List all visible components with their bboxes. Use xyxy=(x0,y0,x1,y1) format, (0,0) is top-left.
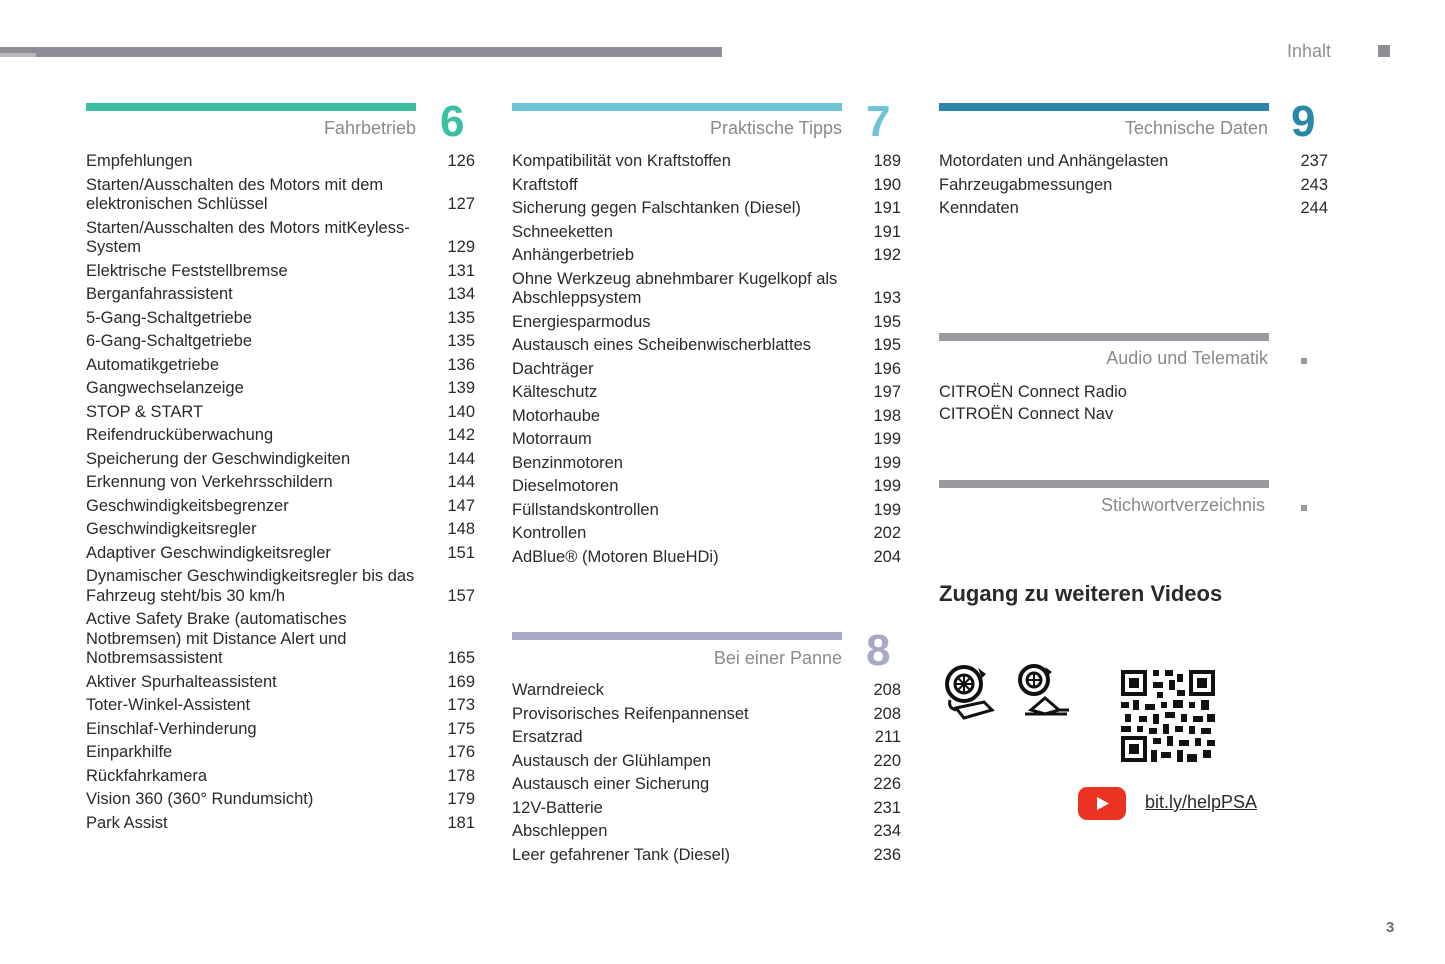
toc-item[interactable] xyxy=(512,524,901,544)
toc-item-title: Warndreieck xyxy=(512,681,604,699)
toc-item-page: 129 xyxy=(447,238,475,256)
toc-item[interactable] xyxy=(86,356,475,376)
toc-item-page: 197 xyxy=(873,383,901,401)
toc-item-page: 191 xyxy=(873,222,901,241)
toc-item[interactable] xyxy=(512,799,901,819)
tire-repair-kit-icon[interactable] xyxy=(944,664,996,727)
toc-item-title: Rückfahrkamera xyxy=(86,766,208,785)
section-square-icon xyxy=(1301,358,1307,364)
toc-item-page: 195 xyxy=(873,336,901,354)
toc-item-title: Einschlaf-Verhinderung xyxy=(86,719,257,738)
toc-item-title: Austausch einer Sicherung xyxy=(512,775,710,793)
section-bar xyxy=(939,480,1269,488)
toc-item-page: 211 xyxy=(874,728,901,746)
youtube-button[interactable] xyxy=(1078,787,1126,820)
toc-item-page: 169 xyxy=(447,672,475,691)
toc-item[interactable] xyxy=(512,336,901,356)
toc-item-title: Vision 360 (360° Rundumsicht) xyxy=(86,790,314,808)
toc-item-title: Gangwechselanzeige xyxy=(86,379,244,397)
toc-item-title: Schneeketten xyxy=(512,222,613,241)
toc-item[interactable] xyxy=(86,767,475,787)
toc-list-fahrbetrieb xyxy=(86,152,475,837)
toc-item-title: Park Assist xyxy=(86,813,168,832)
toc-item-page: 198 xyxy=(873,406,901,425)
section-title[interactable]: Stichwortverzeichnis xyxy=(1100,495,1265,515)
toc-item-page: 208 xyxy=(873,681,901,699)
toc-item[interactable] xyxy=(86,790,475,810)
toc-item[interactable] xyxy=(512,152,901,172)
toc-item-title: Austausch eines Scheibenwischerblattes xyxy=(512,336,812,354)
toc-list-bei-einer-panne xyxy=(512,681,901,869)
toc-item[interactable] xyxy=(512,728,901,748)
toc-item-title: AdBlue® (Motoren BlueHDi) xyxy=(512,547,719,566)
section-bar xyxy=(512,103,842,111)
section-title[interactable]: Praktische Tipps xyxy=(709,118,842,138)
toc-item-page: 196 xyxy=(873,359,901,378)
toc-item-page: 144 xyxy=(447,473,475,491)
toc-item[interactable] xyxy=(86,332,475,352)
header-label[interactable]: Inhalt xyxy=(1287,41,1332,61)
toc-item-title: Motorraum xyxy=(512,430,592,448)
toc-item-title: Benzinmotoren xyxy=(512,453,623,472)
toc-item-title: Aktiver Spurhalteassistent xyxy=(86,672,277,691)
toc-item[interactable] xyxy=(512,681,901,701)
toc-item-page: 199 xyxy=(873,500,901,519)
toc-item-title: Kälteschutz xyxy=(512,383,598,401)
header-bar xyxy=(0,47,722,57)
toc-item[interactable] xyxy=(86,262,475,282)
toc-item-page: 181 xyxy=(447,813,475,832)
toc-item[interactable] xyxy=(86,567,475,606)
toc-item-title: Motordaten und Anhängelasten xyxy=(939,152,1169,170)
toc-item[interactable] xyxy=(512,477,901,497)
toc-item-page: 178 xyxy=(447,766,475,785)
toc-item-title: Leer gefahrener Tank (Diesel) xyxy=(512,845,730,864)
youtube-play-icon xyxy=(1078,787,1126,820)
toc-item[interactable] xyxy=(86,219,475,258)
toc-item[interactable] xyxy=(512,775,901,795)
toc-item-page: 199 xyxy=(873,453,901,472)
toc-item[interactable] xyxy=(86,743,475,763)
section-number: 8 xyxy=(866,626,891,675)
toc-list-technische-daten xyxy=(939,152,1328,223)
section-bar xyxy=(512,632,842,640)
audio-list xyxy=(939,381,1127,425)
toc-item-page: 126 xyxy=(447,152,475,170)
toc-item[interactable] xyxy=(512,246,901,266)
page-number: 3 xyxy=(1386,919,1395,936)
section-bar xyxy=(939,103,1269,111)
toc-list-praktische-tipps xyxy=(512,152,901,571)
toc-item[interactable] xyxy=(939,152,1328,172)
toc-item-page: 147 xyxy=(447,496,475,515)
toc-item-title: Anhängerbetrieb xyxy=(512,246,635,264)
wheel-jack-icon[interactable] xyxy=(1017,664,1073,725)
toc-item-title: Kenndaten xyxy=(939,199,1019,217)
section-number: 7 xyxy=(866,97,891,146)
toc-item[interactable] xyxy=(86,814,475,834)
toc-item-page: 190 xyxy=(873,175,901,194)
toc-item[interactable] xyxy=(512,752,901,772)
videos-title: Zugang zu weiteren Videos xyxy=(939,581,1223,606)
toc-item[interactable] xyxy=(86,285,475,305)
toc-item[interactable] xyxy=(512,705,901,725)
toc-item-title: Empfehlungen xyxy=(86,152,193,170)
toc-item-page: 189 xyxy=(873,152,901,170)
toc-item-title: 12V-Batterie xyxy=(512,798,603,817)
toc-item-title: Kontrollen xyxy=(512,524,587,542)
toc-item-title: Berganfahrassistent xyxy=(86,285,233,303)
section-square-icon xyxy=(1301,505,1307,511)
toc-item-title: Dynamischer Geschwindigkeitsregler bis das Fahrzeug steht/bis 30 km/h xyxy=(86,567,415,605)
toc-item[interactable] xyxy=(86,544,475,564)
toc-item[interactable] xyxy=(512,223,901,243)
section-bar xyxy=(939,333,1269,341)
section-number: 6 xyxy=(440,97,465,146)
toc-item[interactable] xyxy=(512,199,901,219)
toc-item[interactable] xyxy=(86,610,475,669)
toc-item-title: Kraftstoff xyxy=(512,175,578,194)
toc-item-title: Starten/Ausschalten des Motors mit dem elektronischen Schlüssel xyxy=(86,175,384,213)
toc-item-title: Automatikgetriebe xyxy=(86,355,219,374)
toc-item-title: Ohne Werkzeug abnehmbarer Kugelkopf als Abschleppsystem xyxy=(512,269,838,307)
toc-item-page: 244 xyxy=(1300,199,1328,217)
toc-item-title: Kompatibilität von Kraftstoffen xyxy=(512,152,731,170)
toc-item-page: 140 xyxy=(447,402,475,421)
toc-item-page: 199 xyxy=(873,430,901,448)
toc-item-page: 136 xyxy=(447,355,475,374)
qr-code-icon[interactable] xyxy=(1121,670,1215,767)
toc-item-title: Fahrzeugabmessungen xyxy=(939,175,1113,194)
toc-item[interactable] xyxy=(512,360,901,380)
toc-item[interactable] xyxy=(939,176,1328,196)
toc-item-page: 176 xyxy=(447,743,475,761)
toc-item[interactable] xyxy=(512,822,901,842)
toc-item-title: Abschleppen xyxy=(512,822,608,840)
toc-item-title: Erkennung von Verkehrsschildern xyxy=(86,473,333,491)
toc-item-title: Toter-Winkel-Assistent xyxy=(86,696,251,714)
toc-item-title: 6-Gang-Schaltgetriebe xyxy=(86,332,253,350)
toc-item-title: Sicherung gegen Falschtanken (Diesel) xyxy=(512,199,801,217)
toc-item-title: Speicherung der Geschwindigkeiten xyxy=(86,449,351,468)
toc-item-page: 148 xyxy=(447,520,475,538)
toc-item[interactable] xyxy=(86,673,475,693)
toc-item-page: 234 xyxy=(873,822,901,840)
toc-item-title: Adaptiver Geschwindigkeitsregler xyxy=(86,543,331,562)
toc-item[interactable] xyxy=(512,548,901,568)
toc-item-title: Füllstandskontrollen xyxy=(512,500,659,519)
toc-item-title: Dachträger xyxy=(512,359,594,378)
toc-item-title: Active Safety Brake (automatisches Notbremsen) mit Distance Alert und Notbremsassistent xyxy=(86,610,347,667)
toc-item[interactable] xyxy=(86,696,475,716)
toc-item-title: Einparkhilfe xyxy=(86,743,173,761)
toc-item[interactable] xyxy=(86,473,475,493)
section-title[interactable]: Audio und Telematik xyxy=(1106,348,1268,368)
toc-item-page: 236 xyxy=(873,845,901,864)
toc-item[interactable] xyxy=(512,313,901,333)
toc-item-title: Geschwindigkeitsbegrenzer xyxy=(86,496,289,515)
toc-item[interactable] xyxy=(86,152,475,172)
toc-item[interactable] xyxy=(86,309,475,329)
list-item[interactable]: CITROËN Connect Radio xyxy=(939,383,1127,401)
header-square-icon xyxy=(1378,45,1390,57)
toc-item-title: Reifendrucküberwachung xyxy=(86,426,274,444)
toc-item-title: Geschwindigkeitsregler xyxy=(86,520,257,538)
toc-item-page: 135 xyxy=(447,332,475,350)
section-title[interactable]: Technische Daten xyxy=(1124,118,1268,138)
toc-item-page: 193 xyxy=(873,289,901,307)
section-title[interactable]: Fahrbetrieb xyxy=(323,118,416,138)
toc-item-page: 142 xyxy=(447,426,475,444)
toc-item[interactable] xyxy=(86,720,475,740)
toc-item-page: 144 xyxy=(447,449,475,468)
toc-item[interactable] xyxy=(86,520,475,540)
toc-item[interactable] xyxy=(512,383,901,403)
toc-item-page: 202 xyxy=(873,524,901,542)
section-number: 9 xyxy=(1291,97,1316,146)
toc-item-title: Motorhaube xyxy=(512,406,601,425)
toc-item-page: 131 xyxy=(447,261,475,280)
toc-item[interactable] xyxy=(512,407,901,427)
toc-item-title: Starten/Ausschalten des Motors mitKeyless-System xyxy=(86,218,410,256)
toc-item[interactable] xyxy=(512,501,901,521)
toc-item-page: 191 xyxy=(873,199,901,217)
toc-item[interactable] xyxy=(512,846,901,866)
toc-item[interactable] xyxy=(939,199,1328,219)
toc-item-page: 139 xyxy=(447,379,475,397)
toc-item-page: 135 xyxy=(447,308,475,327)
toc-item-title: STOP & START xyxy=(86,402,204,421)
list-item[interactable]: CITROËN Connect Nav xyxy=(939,405,1114,423)
toc-item-page: 237 xyxy=(1300,152,1328,170)
toc-item-page: 195 xyxy=(873,312,901,331)
toc-item-title: Ersatzrad xyxy=(512,728,583,746)
toc-item-page: 204 xyxy=(873,547,901,566)
toc-item[interactable] xyxy=(512,176,901,196)
toc-item-page: 127 xyxy=(447,195,475,213)
toc-item-page: 134 xyxy=(447,285,475,303)
toc-item-title: Elektrische Feststellbremse xyxy=(86,261,288,280)
toc-item-title: Austausch der Glühlampen xyxy=(512,751,712,770)
toc-item-page: 157 xyxy=(447,586,475,605)
toc-item-page: 173 xyxy=(447,696,475,714)
toc-item[interactable] xyxy=(86,403,475,423)
toc-item-page: 226 xyxy=(873,775,901,793)
toc-item[interactable] xyxy=(512,454,901,474)
toc-item[interactable] xyxy=(86,450,475,470)
toc-item-title: Energiesparmodus xyxy=(512,312,651,331)
toc-item-title: Provisorisches Reifenpannenset xyxy=(512,704,749,723)
toc-item-page: 175 xyxy=(447,719,475,738)
toc-item[interactable] xyxy=(86,426,475,446)
toc-item-page: 179 xyxy=(447,790,475,808)
toc-item[interactable] xyxy=(86,379,475,399)
section-bar xyxy=(86,103,416,111)
toc-item-page: 243 xyxy=(1300,175,1328,194)
toc-item-title: Dieselmotoren xyxy=(512,477,619,495)
toc-item-page: 192 xyxy=(873,246,901,264)
toc-item-page: 199 xyxy=(873,477,901,495)
toc-item-page: 151 xyxy=(447,543,475,562)
header-bar-accent xyxy=(0,53,36,57)
toc-item-title: 5-Gang-Schaltgetriebe xyxy=(86,308,253,327)
help-link[interactable]: bit.ly/helpPSA xyxy=(1145,792,1258,812)
toc-item[interactable] xyxy=(512,430,901,450)
toc-item[interactable] xyxy=(512,270,901,309)
toc-item[interactable] xyxy=(86,176,475,215)
toc-item-page: 231 xyxy=(873,798,901,817)
toc-item[interactable] xyxy=(86,497,475,517)
section-title[interactable]: Bei einer Panne xyxy=(713,648,842,668)
toc-item-page: 208 xyxy=(873,704,901,723)
toc-item-page: 165 xyxy=(447,649,475,667)
toc-item-page: 220 xyxy=(873,751,901,770)
